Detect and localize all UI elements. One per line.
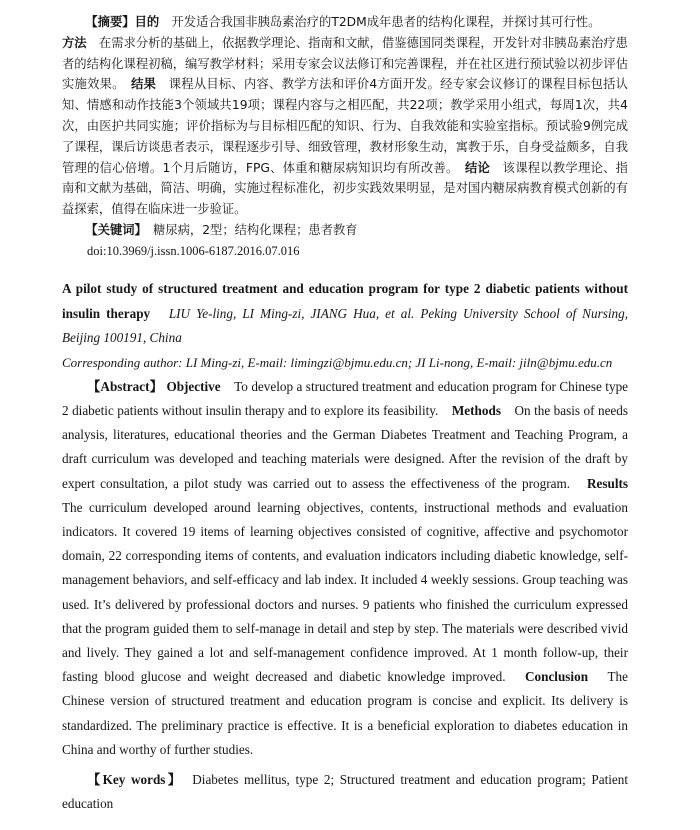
methods-text-cn: 在需求分析的基础上，依据教学理论、指南和文献，借鉴德国同类课程，开发针对非胰岛素治疗患者的结构化课程初稿，编写教学材料；采用专家会议法修订和完善课程，并在社区进行预试验以初步评估实施效果。	[62, 35, 628, 92]
results-text-cn: 课程从目标、内容、教学方法和评价4方面开发。经专家会议修订的课程目标包括认知、情感和动作技能3个领域共19项；课程内容与之相匹配，共22项；教学采用小组式，每周1次，共4次，由医护共同实施；评价指标为与目标相匹配的知识、行为、自我效能和实验室指标。预试验9例完成了课程，课后访谈患者表示，课程逐步引导、细致管理，教材形象生动，寓教于乐，自身受益颇多，自我管理的信心倍增。1个月后随访，FPG、体重和糖尿病知识均有所改善。	[62, 77, 628, 175]
objective-text-cn: 开发适合我国非胰岛素治疗的T2DM成年患者的结构化课程，并探讨其可行性。	[171, 15, 601, 29]
english-abstract-paragraph	[62, 375, 628, 762]
conclusion-label-en: Conclusion	[525, 669, 589, 685]
english-title-block	[62, 277, 628, 351]
abstract-label-cn: 【摘要】	[85, 15, 135, 29]
keywords-text-en: Diabetes mellitus, type 2; Structured treatment and education program; Patient education	[62, 772, 629, 812]
results-text-en: The curriculum developed around learning objectives, contents, instructional methods and evaluation indicators. It covered 19 items of learning objectives consisted of cognitive, affective and psychomotor domain, 22 corresponding items of contents, and evaluation indicators including diabetic knowledge, self-management behaviors, and self-efficacy and lab index. It included 4 weekly sessions. Group teaching was used. It’s delivered by professional doctors and nurses. 9 patients who finished the curriculum expressed that the program guided them to self-manage in detail and step by step. The materials were described vivid and lively. They gained a lot and self-management confidence improved. At 1 month follow-up, their fasting blood glucose and weight decreased and diabetic knowledge improved.	[62, 499, 628, 685]
chinese-keywords	[62, 220, 628, 241]
chinese-abstract-paragraph	[62, 12, 628, 220]
keywords-label-cn: 【关键词】	[85, 222, 141, 237]
methods-text-en: On the basis of needs analysis, literatures, educational theories and the German Diabetes Treatment and Teaching Program, a draft curriculum was developed and teaching materials were designed. After the revision of the draft by expert consultation, a pilot study was carried out to assess the effectiveness of the program.	[62, 402, 629, 491]
english-keywords	[62, 768, 628, 817]
objective-label-cn: 目的	[134, 15, 160, 29]
conclusion-text-en: The Chinese version of structured treatment and education program is concise and explicit. Its delivery is standardized. The preliminary practice is effective. It is a beneficial exploration to diabetes education in China and worthy of further studies.	[62, 669, 629, 757]
conclusion-label-cn: 结论	[464, 160, 491, 175]
english-authors: LIU Ye-ling, LI Ming-zi, JIANG Hua, et al. Peking University School of Nursing, Beijing 100191, China	[62, 305, 628, 346]
abstract-label-en: 【Abstract】	[87, 378, 163, 394]
chinese-abstract	[62, 12, 628, 241]
conclusion-text-cn: 该课程以教学理论、指南和文献为基础，简洁、明确，实施过程标准化，初步实践效果明显，是对国内糖尿病教育模式创新的有益探索，值得在临床进一步验证。	[62, 160, 628, 217]
doi-line: doi:10.3969/j.issn.1006-6187.2016.07.016	[87, 243, 300, 258]
results-label-en: Results	[586, 475, 629, 491]
article-page	[62, 12, 628, 830]
results-label-cn: 结果	[131, 77, 157, 92]
objective-text-en: To develop a structured treatment and education program for Chinese type 2 diabetic patients without insulin therapy and to explore its feasibility.	[62, 378, 629, 418]
corresponding-author: Corresponding author: LI Ming-zi, E-mail: limingzi@bjmu.edu.cn; JI Li-nong, E-mail: jiln@bjmu.edu.cn	[62, 354, 613, 370]
methods-label-cn: 方法	[62, 35, 87, 50]
keywords-text-cn: 糖尿病，2型；结构化课程；患者教育	[153, 222, 358, 237]
keywords-label-en: 【Key words】	[87, 772, 177, 788]
objective-label-en: Objective	[166, 378, 221, 394]
english-title: A pilot study of structured treatment and education program for type 2 diabetic patients without insulin therapy	[62, 281, 628, 321]
methods-label-en: Methods	[451, 402, 501, 418]
